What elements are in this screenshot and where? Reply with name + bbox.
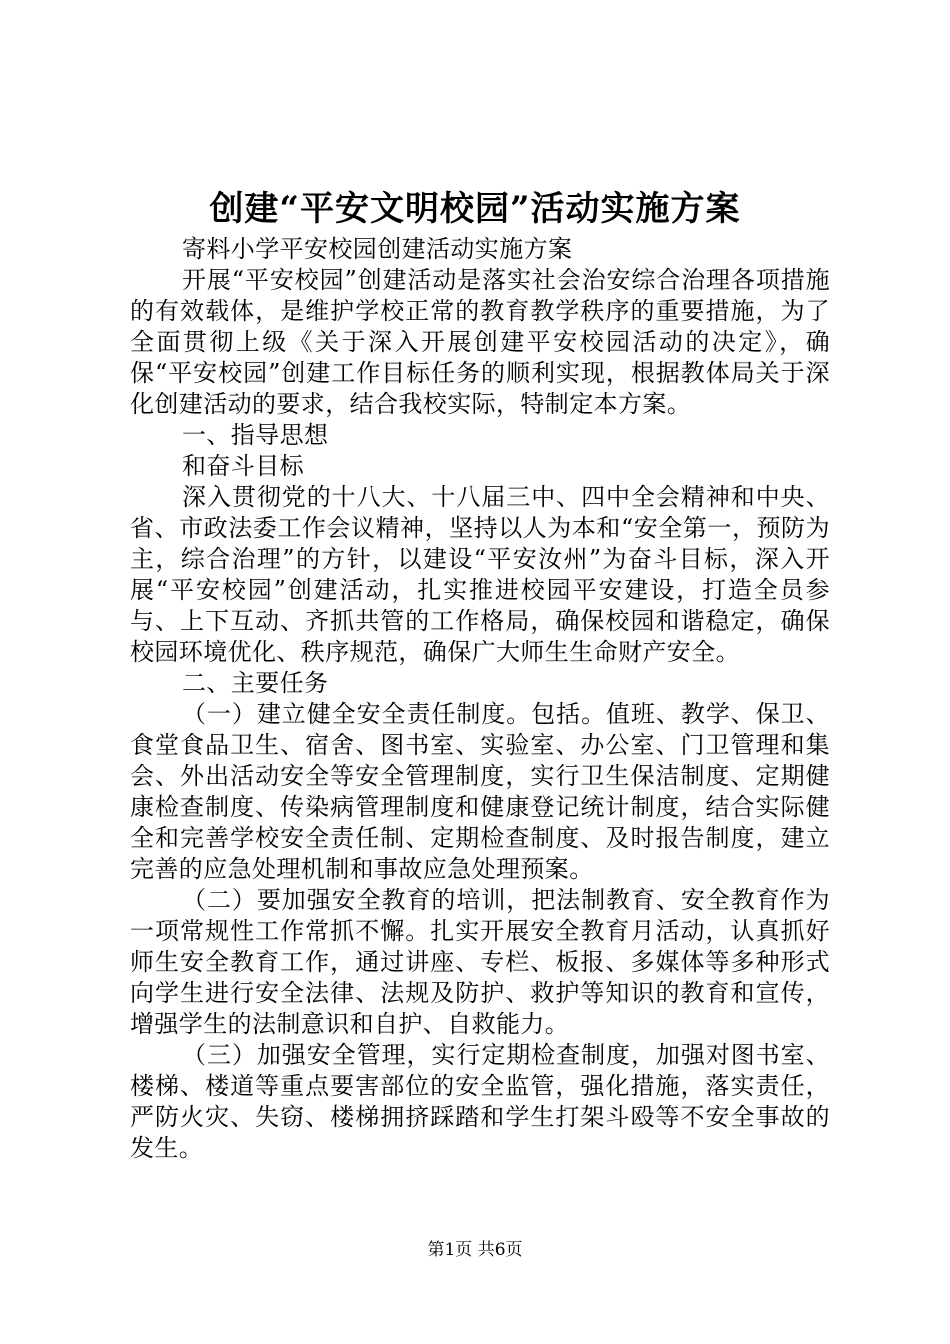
- section-heading-main-tasks: 二、主要任务: [182, 669, 329, 697]
- paragraph-intro: 开展“平安校园”创建活动是落实社会治安综合治理各项措施的有效载体，是维护学校正常的教育教学秩序的重要措施，为了全面贯彻上级《关于深入开展创建平安校园活动的决定》，确保“平安校园”创建工作目标任务的顺利实现，根据教体局关于深化创建活动的要求，结合我校实际，特制定本方案。: [130, 266, 830, 418]
- page-footer: 第1页 共6页: [427, 1240, 523, 1260]
- section-heading-goal: 和奋斗目标: [182, 452, 304, 480]
- paragraph-task-1: （一）建立健全安全责任制度。包括。值班、教学、保卫、食堂食品卫生、宿舍、图书室、实验室、办公室、门卫管理和集会、外出活动安全等安全管理制度，实行卫生保洁制度、定期健康检查制度、传染病管理制度和健康登记统计制度，结合实际健全和完善学校安全责任制、定期检查制度、及时报告制度，建立完善的应急处理机制和事故应急处理预案。: [130, 700, 830, 883]
- paragraph-task-2: （二）要加强安全教育的培训，把法制教育、安全教育作为一项常规性工作常抓不懈。扎实开展安全教育月活动，认真抓好师生安全教育工作，通过讲座、专栏、板报、多媒体等多种形式向学生进行安全法律、法规及防护、救护等知识的教育和宣传，增强学生的法制意识和自护、自救能力。: [130, 886, 830, 1038]
- document-title: 创建“平安文明校园”活动实施方案: [209, 189, 741, 229]
- paragraph-task-3: （三）加强安全管理，实行定期检查制度，加强对图书室、楼梯、楼道等重点要害部位的安全监管，强化措施，落实责任，严防火灾、失窃、楼梯拥挤踩踏和学生打架斗殴等不安全事故的发生。: [130, 1041, 830, 1162]
- paragraph-guiding-thought: 深入贯彻党的十八大、十八届三中、四中全会精神和中央、省、市政法委工作会议精神，坚持以人为本和“安全第一，预防为主，综合治理”的方针，以建设“平安汝州”为奋斗目标，深入开展“平安校园”创建活动，扎实推进校园平安建设，打造全员参与、上下互动、齐抓共管的工作格局，确保校园和谐稳定，确保校园环境优化、秩序规范，确保广大师生生命财产安全。: [130, 483, 830, 666]
- section-heading-guiding-thought: 一、指导思想: [182, 421, 329, 449]
- document-body: [130, 234, 830, 1164]
- paragraph-subtitle: 寄料小学平安校园创建活动实施方案: [182, 235, 573, 263]
